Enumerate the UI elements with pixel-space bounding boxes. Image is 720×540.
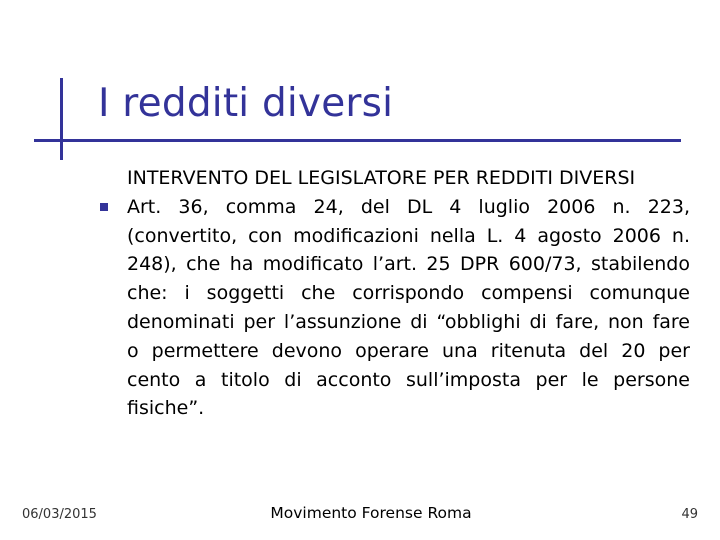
bullet-text: Art. 36, comma 24, del DL 4 luglio 2006 n. 223, (convertito, con modificazioni nella L. 4 agosto 2006 n. 248), che ha modificato l’art. 25 DPR 600/73, stabilendo che: i soggetti che corrispondo compensi comunque denominati per l’assunzione di “obblighi di fare, non fare o permettere devono operare una ritenuta del 20 per cento a titolo di acconto sull’imposta per le persone fisiche”.	[127, 195, 690, 420]
slide-title: I redditi diversi	[98, 81, 394, 126]
title-horizontal-rule	[34, 139, 681, 142]
title-vertical-rule	[60, 78, 63, 160]
bullet-item	[127, 193, 690, 423]
square-bullet-icon	[100, 203, 108, 211]
slide-content	[127, 164, 690, 423]
content-heading: INTERVENTO DEL LEGISLATORE PER REDDITI DIVERSI	[127, 167, 636, 189]
footer-organization: Movimento Forense Roma	[270, 504, 472, 522]
footer-date: 06/03/2015	[22, 507, 97, 522]
page-number: 49	[681, 507, 698, 522]
